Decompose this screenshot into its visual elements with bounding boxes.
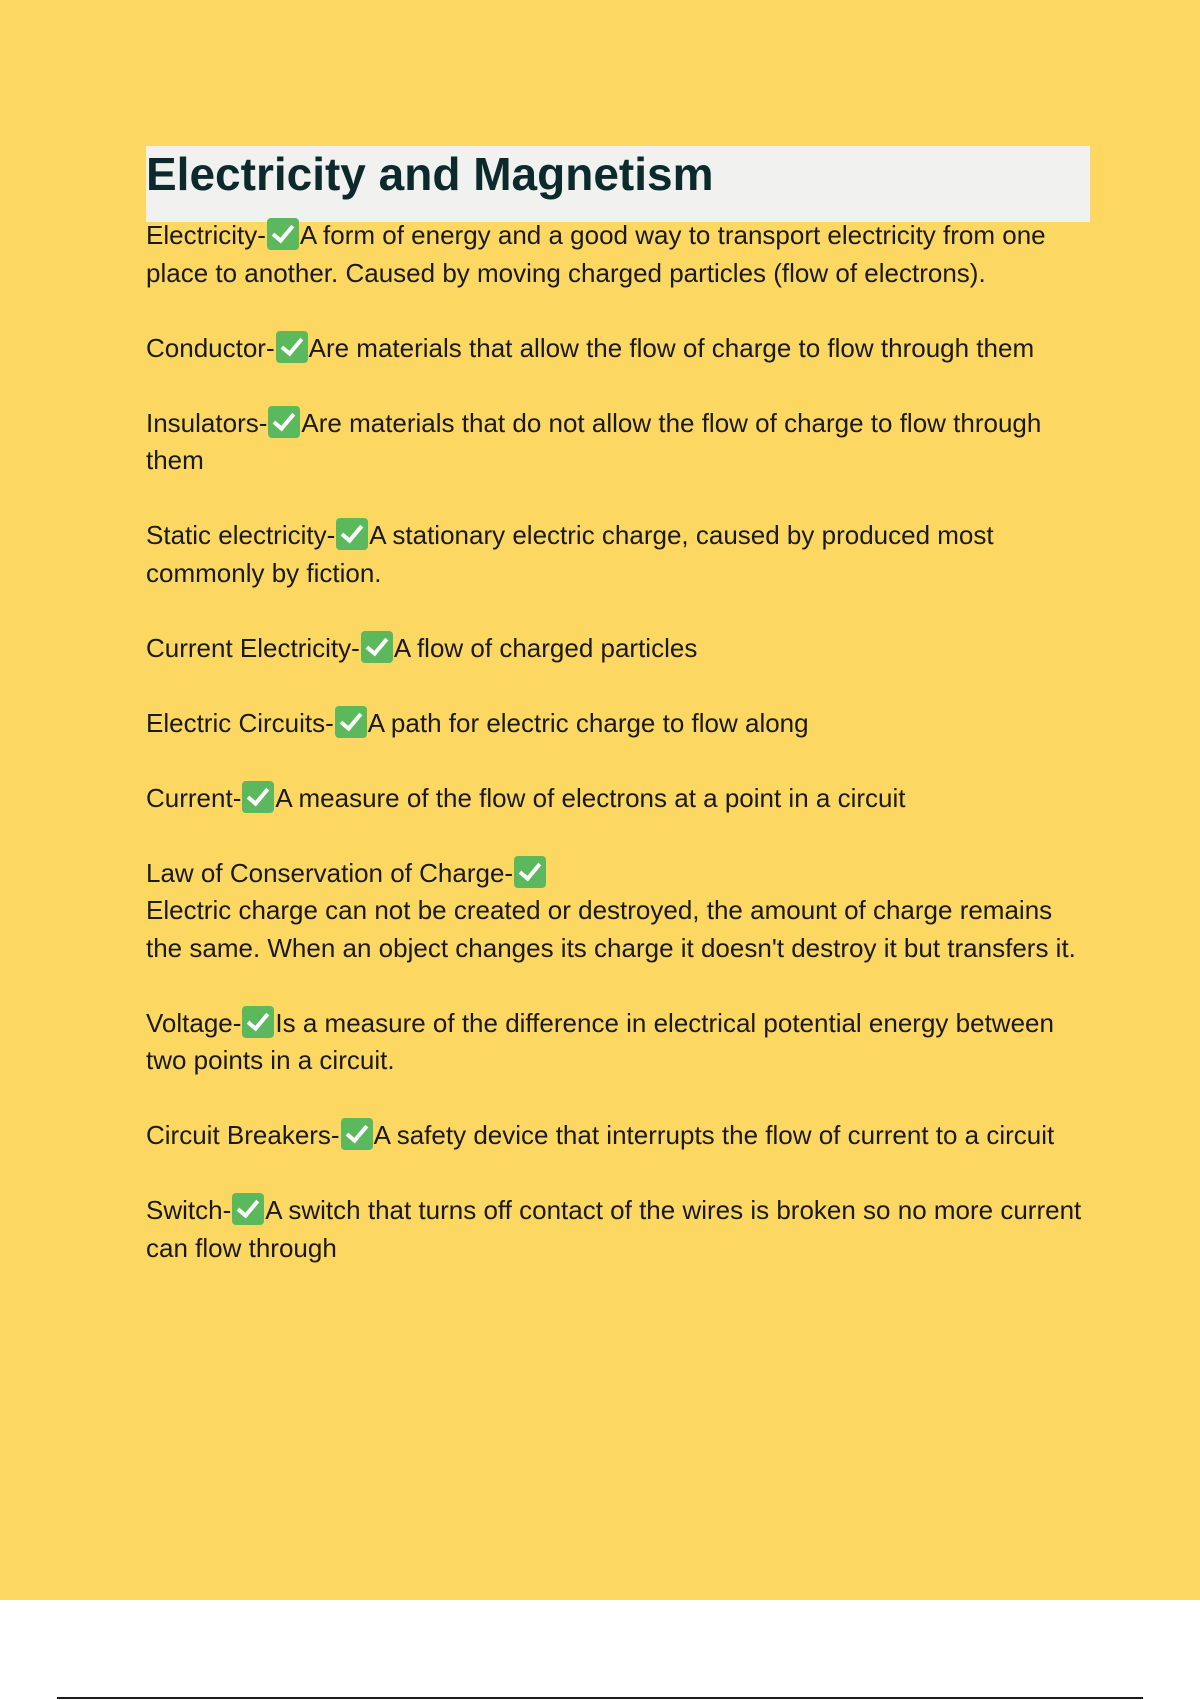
term-label: Voltage- [146,1007,242,1038]
check-mark-icon [267,218,299,250]
check-mark-icon [242,1006,274,1038]
term-label: Conductor- [146,332,275,363]
term-label: Law of Conservation of Charge- [146,857,514,888]
definition-entry [146,780,1086,818]
check-mark-icon [341,1118,373,1150]
definition-entry [146,1192,1086,1267]
definition-entry [146,517,1086,592]
check-mark-icon [276,331,308,363]
definition-text: Are materials that allow the flow of charge to flow through them [308,332,1035,363]
definition-entry [146,217,1086,292]
definition-list [146,217,1086,1305]
check-mark-icon [336,518,368,550]
definition-text: A switch that turns off contact of the wires is broken so no more current can flow through [146,1195,1082,1263]
definition-text: A measure of the flow of electrons at a point in a circuit [275,782,906,813]
check-mark-icon [514,856,546,888]
check-mark-icon [232,1193,264,1225]
check-mark-icon [268,406,300,438]
definition-text: Are materials that do not allow the flow of charge to flow through them [146,407,1042,475]
definition-text: A stationary electric charge, caused by produced most commonly by fiction. [146,520,994,588]
definition-text: A form of energy and a good way to transport electricity from one place to another. Caused by moving charged particles (flow of electrons). [146,220,1046,288]
term-label: Current Electricity- [146,632,360,663]
term-label: Electric Circuits- [146,707,334,738]
term-label: Switch- [146,1195,232,1225]
definition-entry [146,1005,1086,1080]
definition-entry [146,855,1086,968]
definition-text: A flow of charged particles [393,632,698,663]
definition-entry [146,405,1086,480]
term-label: Current- [146,782,242,813]
definition-text: Electric charge can not be created or destroyed, the amount of charge remains the same. When an object changes its charge it doesn't destroy it but transfers it. [146,895,1076,963]
definition-entry [146,705,1086,743]
page-title: Electricity and Magnetism [146,148,714,200]
term-label: Insulators- [146,407,268,438]
definition-text: A safety device that interrupts the flow of current to a circuit [373,1120,1055,1150]
check-mark-icon [335,706,367,738]
definition-entry [146,330,1086,368]
definition-entry [146,1117,1086,1155]
term-label: Electricity- [146,220,266,250]
term-label: Static electricity- [146,520,336,550]
footer-rule [57,1697,1143,1699]
definition-text: A path for electric charge to flow along [367,707,809,738]
check-mark-icon [361,631,393,663]
definition-text: Is a measure of the difference in electrical potential energy between two points in a circuit. [146,1007,1054,1075]
check-mark-icon [242,781,274,813]
term-label: Circuit Breakers- [146,1120,340,1150]
definition-entry [146,630,1086,668]
